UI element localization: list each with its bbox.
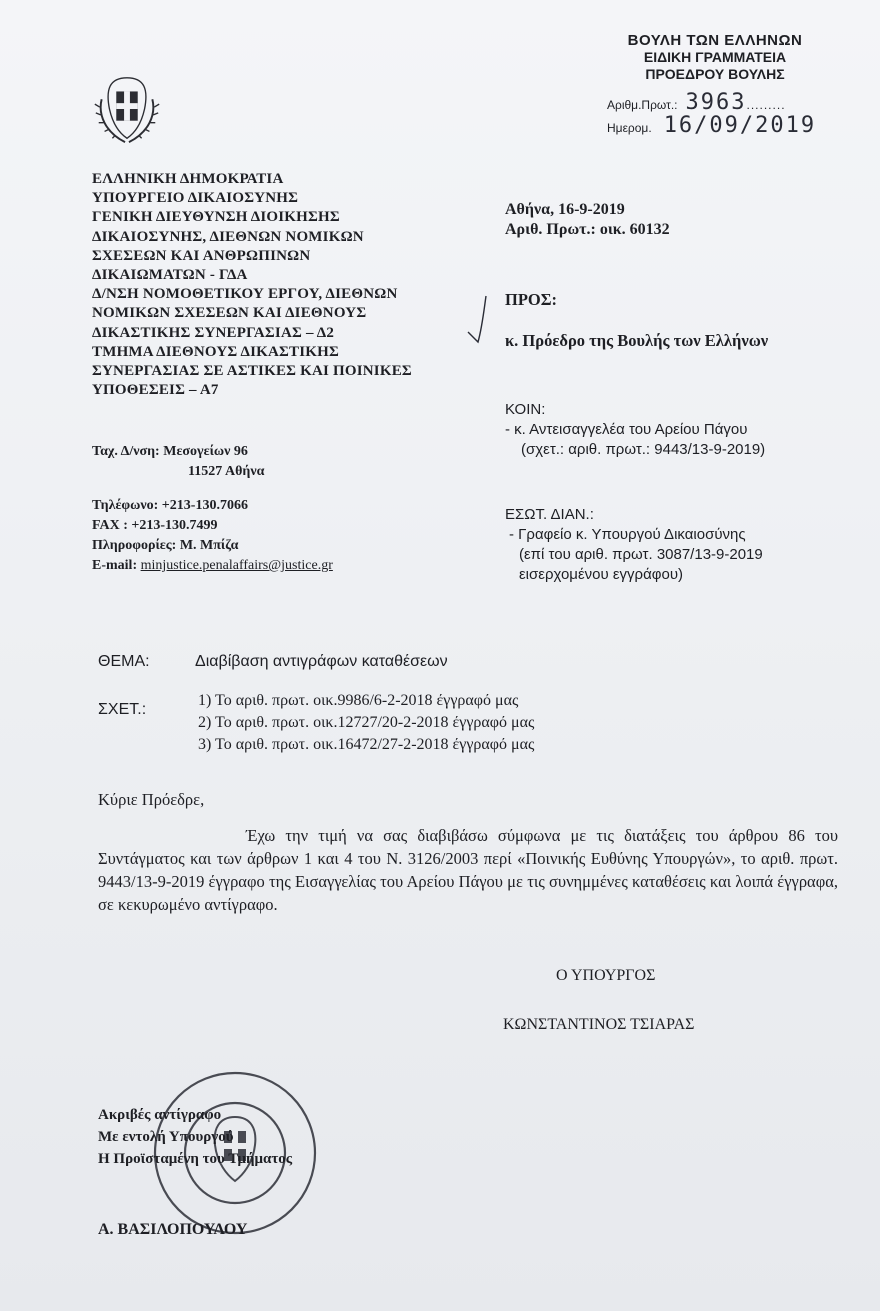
internal-line: εισερχομένου εγγράφου) (519, 566, 684, 583)
body-text (98, 824, 838, 916)
contact-info: Πληροφορίες: Μ. Μπίζα (92, 538, 239, 553)
related-label: ΣΧΕΤ.: (98, 701, 147, 718)
stamp-line-2: ΕΙΔΙΚΗ ΓΡΑΜΜΑΤΕΙΑ (643, 49, 787, 65)
address-postcode: 11527 Αθήνα (188, 464, 265, 479)
issuer-line: ΥΠΟΥΡΓΕΙΟ ΔΙΚΑΙΟΣΥΝΗΣ (92, 190, 299, 207)
stamp-protocol-handwritten: 3963 (685, 90, 747, 115)
issuer-line: ΝΟΜΙΚΩΝ ΣΧΕΣΕΩΝ ΚΑΙ ΔΙΕΘΝΟΥΣ (92, 305, 367, 322)
contact-phone: Τηλέφωνο: +213-130.7066 (92, 498, 248, 513)
recipient-name: κ. Πρόεδρο της Βουλής των Ελλήνων (505, 331, 769, 350)
address-street: Ταχ. Δ/νση: Μεσογείων 96 (92, 444, 248, 459)
address-block (92, 442, 264, 482)
body-paragraph: Έχω την τιμή να σας διαβιβάσω σύμφωνα με τις διατάξεις του άρθρου 86 του Συντάγματος και των άρθρων 1 και 4 του Ν. 3126/2003 περί «Ποινικής Ευθύνης Υπουργών», το αριθ. πρωτ. 9443/13-9-2019 έγγραφο της Εισαγγελίας του Αρείου Πάγου με τις συνημμένες καταθέσεις και λοιπά έγγραφα, σε κεκυρωμένο αντίγραφο. (98, 826, 838, 914)
issuer-line: ΔΙΚΑΣΤΙΚΗΣ ΣΥΝΕΡΓΑΣΙΑΣ – Δ2 (92, 324, 335, 341)
cc-line: (σχετ.: αριθ. πρωτ.: 9443/13-9-2019) (521, 441, 766, 458)
internal-distribution-block (505, 505, 763, 585)
contact-email-row (92, 556, 333, 576)
greek-emblem-icon (88, 70, 166, 148)
stamp-protocol-row: Αριθμ.Πρωτ.: 3963......... (607, 90, 786, 115)
issuer-line: ΕΛΛΗΝΙΚΗ ΔΗΜΟΚΡΑΤΙΑ (92, 171, 284, 187)
certification-block (98, 1104, 292, 1170)
cc-block (505, 400, 765, 460)
related-list (198, 690, 534, 756)
issuer-line: ΣΥΝΕΡΓΑΣΙΑΣ ΣΕ ΑΣΤΙΚΕΣ ΚΑΙ ΠΟΙΝΙΚΕΣ (92, 363, 412, 380)
cc-line: - κ. Αντεισαγγελέα του Αρείου Πάγου (505, 421, 748, 438)
issuer-line: Δ/ΝΣΗ ΝΟΜΟΘΕΤΙΚΟΥ ΕΡΓΟΥ, ΔΙΕΘΝΩΝ (92, 286, 398, 303)
issuer-line: ΣΧΕΣΕΩΝ ΚΑΙ ΑΝΘΡΩΠΙΝΩΝ (92, 247, 311, 264)
contact-email-link[interactable]: minjustice.penalaffairs@justice.gr (140, 558, 333, 573)
issuer-line: ΔΙΚΑΙΩΜΑΤΩΝ - ΓΔΑ (92, 267, 248, 284)
stamp-date-handwritten: 16/09/2019 (663, 113, 817, 138)
stamp-date-row (607, 113, 816, 138)
stamp-line-3: ΠΡΟΕΔΡΟΥ ΒΟΥΛΗΣ (645, 66, 785, 82)
certification-line: Η Προϊσταμένη του Τμήματος (98, 1151, 293, 1167)
internal-line: - Γραφείο κ. Υπουργού Δικαιοσύνης (509, 526, 746, 543)
related-item: 2) Το αριθ. πρωτ. οικ.12727/20-2-2018 έγγραφό μας (198, 714, 535, 731)
subject-text: Διαβίβαση αντιγράφων καταθέσεων (195, 653, 448, 670)
issuer-line: ΤΜΗΜΑ ΔΙΕΘΝΟΥΣ ΔΙΚΑΣΤΙΚΗΣ (92, 343, 340, 360)
stamp-protocol-label: Αριθμ.Πρωτ.: (607, 98, 678, 112)
related-item: 1) Το αριθ. πρωτ. οικ.9986/6-2-2018 έγγραφό μας (198, 692, 519, 709)
place-date: Αθήνα, 16-9-2019 (505, 201, 625, 218)
parliament-stamp (600, 32, 830, 83)
issuer-line: ΥΠΟΘΕΣΕΙΣ – Α7 (92, 382, 219, 399)
issuer-line: ΓΕΝΙΚΗ ΔΙΕΥΘΥΝΣΗ ΔΙΟΙΚΗΣΗΣ (92, 209, 340, 226)
cc-label: ΚΟΙΝ: (505, 401, 546, 418)
recipient-label: ΠΡΟΣ: (505, 290, 558, 309)
salutation: Κύριε Πρόεδρε, (98, 790, 205, 809)
date-protocol-block (505, 200, 670, 240)
related-item: 3) Το αριθ. πρωτ. οικ.16472/27-2-2018 έγγραφό μας (198, 736, 535, 753)
checkmark-icon (464, 294, 492, 350)
internal-label: ΕΣΩΤ. ΔΙΑΝ.: (505, 506, 594, 523)
stamp-line-1: ΒΟΥΛΗ ΤΩΝ ΕΛΛΗΝΩΝ (627, 32, 803, 49)
stamp-date-label: Ημερομ. (607, 121, 652, 135)
certifier-name: Α. ΒΑΣΙΛΟΠΟΥΛΟΥ (98, 1221, 248, 1238)
issuer-line: ΔΙΚΑΙΟΣΥΝΗΣ, ΔΙΕΘΝΩΝ ΝΟΜΙΚΩΝ (92, 228, 364, 245)
internal-line: (επί του αριθ. πρωτ. 3087/13-9-2019 (519, 546, 763, 563)
issuer-header (92, 170, 412, 400)
certification-line: Με εντολή Υπουργού (98, 1129, 234, 1145)
protocol-number: Αριθ. Πρωτ.: οικ. 60132 (505, 221, 670, 238)
subject-label: ΘΕΜΑ: (98, 653, 150, 670)
signature-name: ΚΩΝΣΤΑΝΤΙΝΟΣ ΤΣΙΑΡΑΣ (503, 1016, 695, 1033)
certification-line: Ακριβές αντίγραφο (98, 1107, 222, 1123)
contact-fax: FAX : +213-130.7499 (92, 518, 218, 533)
contact-block (92, 496, 333, 576)
contact-email-label: E-mail: (92, 558, 138, 573)
signature-title: Ο ΥΠΟΥΡΓΟΣ (556, 967, 656, 984)
